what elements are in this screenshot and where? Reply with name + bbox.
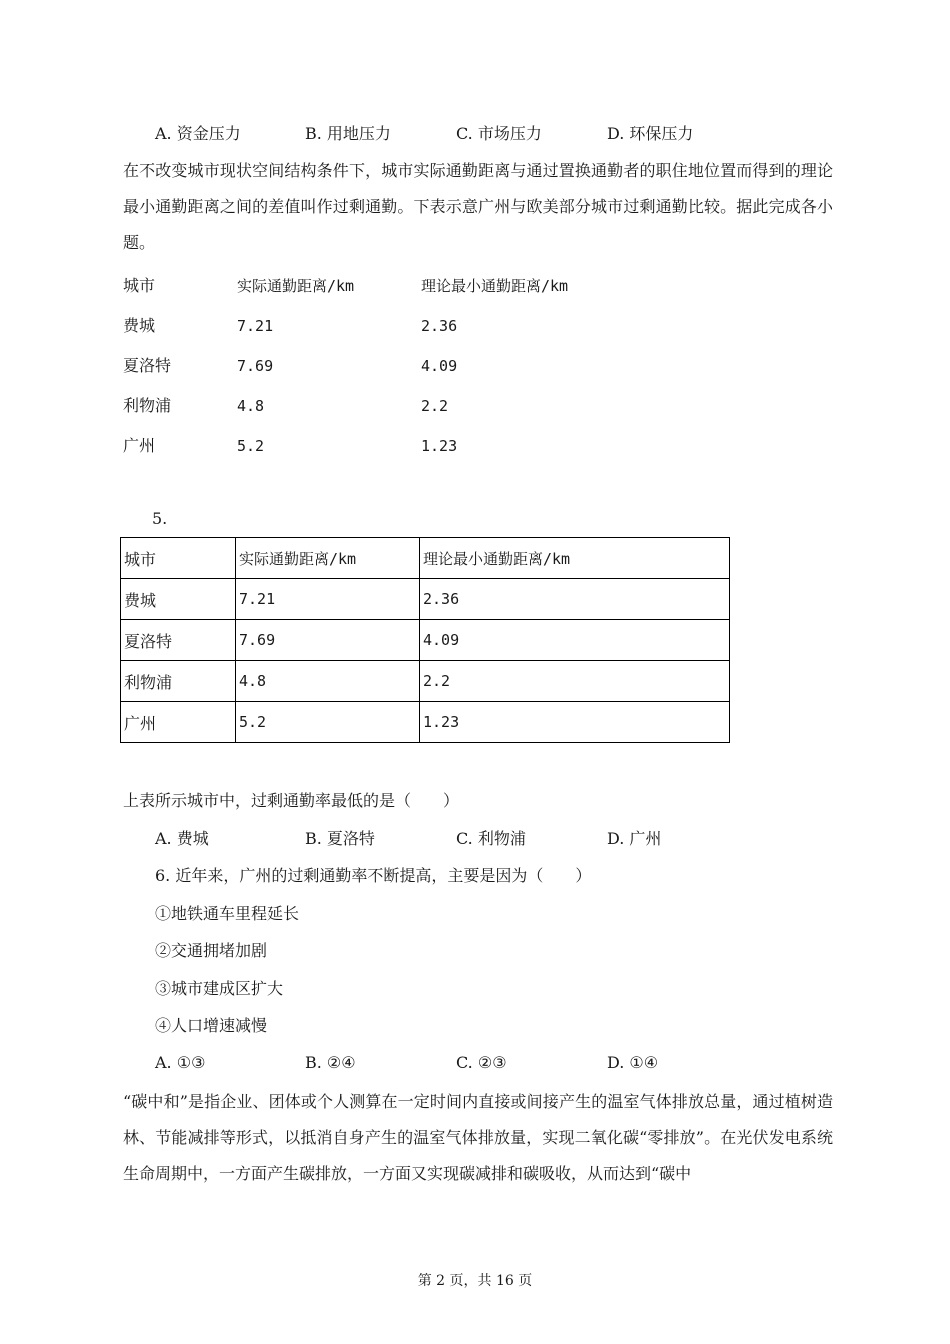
q6-statement: ②交通拥堵加剧 [155, 941, 268, 960]
q5-option-d: D. 广州 [607, 829, 662, 848]
plain-table-row-city: 广州 [123, 436, 156, 455]
plain-table-header-actual: 实际通勤距离/km [237, 277, 355, 295]
table-header-city: 城市 [121, 538, 236, 579]
q5-data-table [120, 537, 730, 743]
plain-table-header-city: 城市 [123, 276, 156, 295]
q6-statement: ①地铁通车里程延长 [155, 904, 300, 923]
table-cell-city: 广州 [121, 702, 236, 743]
plain-table-header-min: 理论最小通勤距离/km [421, 277, 569, 295]
q5-question: 上表所示城市中，过剩通勤率最低的是（ ） [123, 791, 460, 810]
q6-statement: ③城市建成区扩大 [155, 979, 284, 998]
table-cell-min: 1.23 [420, 702, 730, 743]
q4-option-d: D. 环保压力 [607, 124, 694, 143]
q6-option-d: D. ①④ [607, 1053, 659, 1072]
table-cell-actual: 4.8 [236, 661, 420, 702]
plain-table-row-min: 2.2 [421, 397, 449, 415]
table-cell-min: 2.2 [420, 661, 730, 702]
q6-option-b: B. ②④ [305, 1053, 356, 1072]
q4-option-c: C. 市场压力 [456, 124, 542, 143]
table-cell-actual: 7.69 [236, 620, 420, 661]
table-cell-actual: 5.2 [236, 702, 420, 743]
table-row [121, 661, 730, 702]
q6-option-c: C. ②③ [456, 1053, 507, 1072]
plain-table-row-actual: 7.69 [237, 357, 274, 375]
q4-option-a: A. 资金压力 [155, 124, 241, 143]
table-cell-min: 2.36 [420, 579, 730, 620]
plain-table-row-city: 利物浦 [123, 396, 172, 415]
plain-table-row-min: 4.09 [421, 357, 458, 375]
plain-table-row-city: 费城 [123, 316, 156, 335]
q5-option-c: C. 利物浦 [456, 829, 526, 848]
q6-question: 6. 近年来，广州的过剩通勤率不断提高，主要是因为（ ） [155, 866, 592, 885]
table-cell-actual: 7.21 [236, 579, 420, 620]
q6-option-a: A. ①③ [155, 1053, 206, 1072]
plain-table-row-actual: 7.21 [237, 317, 274, 335]
q4-option-b: B. 用地压力 [305, 124, 391, 143]
table-cell-city: 利物浦 [121, 661, 236, 702]
q5-option-a: A. 费城 [155, 829, 209, 848]
plain-table-row-actual: 5.2 [237, 437, 265, 455]
q6-statement: ④人口增速减慢 [155, 1016, 268, 1035]
table-row [121, 579, 730, 620]
plain-table-row-min: 1.23 [421, 437, 458, 455]
table-header-row [121, 538, 730, 579]
table-header-min: 理论最小通勤距离/km [420, 538, 730, 579]
carbon-paragraph: “碳中和”是指企业、团体或个人测算在一定时间内直接或间接产生的温室气体排放总量，通过植树造林、节能减排等形式，以抵消自身产生的温室气体排放量，实现二氧化碳“零排放”。在光伏发电系统生命周期中，一方面产生碳排放，一方面又实现碳减排和碳吸收，从而达到“碳中 [123, 1092, 833, 1183]
plain-table-row-min: 2.36 [421, 317, 458, 335]
q5-number: 5. [152, 509, 168, 528]
table-row [121, 620, 730, 661]
table-cell-min: 4.09 [420, 620, 730, 661]
plain-table-row-city: 夏洛特 [123, 356, 172, 375]
page-footer: 第 2 页，共 16 页 [417, 1273, 533, 1289]
plain-table-row-actual: 4.8 [237, 397, 265, 415]
table-row [121, 702, 730, 743]
q5-option-b: B. 夏洛特 [305, 829, 375, 848]
table-header-actual: 实际通勤距离/km [236, 538, 420, 579]
intro-paragraph: 在不改变城市现状空间结构条件下，城市实际通勤距离与通过置换通勤者的职住地位置而得到的理论最小通勤距离之间的差值叫作过剩通勤。下表示意广州与欧美部分城市过剩通勤比较。据此完成各小题。 [123, 161, 833, 252]
table-cell-city: 夏洛特 [121, 620, 236, 661]
table-cell-city: 费城 [121, 579, 236, 620]
